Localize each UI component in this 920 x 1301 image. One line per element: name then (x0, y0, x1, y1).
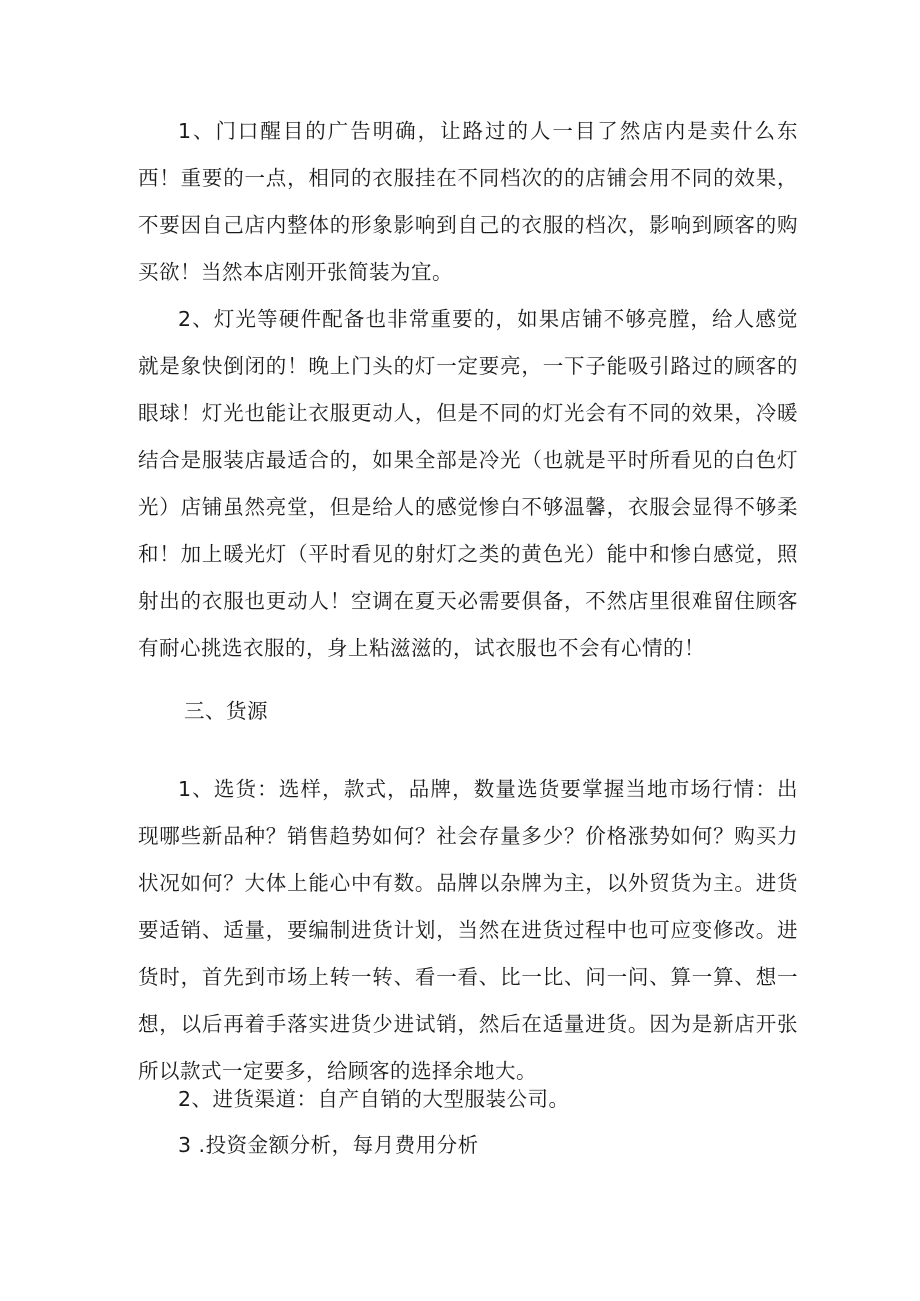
paragraph-lighting: 2、灯光等硬件配备也非常重要的，如果店铺不够亮膛，给人感觉就是象快倒闭的！晚上门头的灯一定要亮，一下子能吸引路过的顾客的眼球！灯光也能让衣服更动人，但是不同的灯光会有不同的效果，冷暖结合是服装店最适合的，如果全部是冷光（也就是平时所看见的白色灯光）店铺虽然亮堂，但是给人的感觉惨白不够温馨，衣服会显得不够柔和！加上暖光灯（平时看见的射灯之类的黄色光）能中和惨白感觉，照射出的衣服也更动人！空调在夏天必需要俱备，不然店里很难留住顾客有耐心挑选衣服的，身上粘滋滋的，试衣服也不会有心情的！ (138, 307, 798, 660)
paragraph-investment-analysis: 3 .投资金额分析，每月费用分析 (178, 1133, 479, 1157)
paragraph-purchase-channel: 2、进货渠道：自产自销的大型服装公司。 (178, 1087, 570, 1111)
paragraph-storefront-signage: 1、门口醒目的广告明确，让路过的人一目了然店内是卖什么东西！重要的一点，相同的衣服挂在不同档次的的店铺会用不同的效果，不要因自己店内整体的形象影响到自己的衣服的档次，影响到顾客的购买欲！当然本店刚开张简装为宜。 (138, 119, 798, 284)
section-heading-sourcing: 三、货源 (184, 699, 268, 723)
paragraph-product-selection: 1、选货：选样，款式，品牌，数量选货要掌握当地市场行情：出现哪些新品种？销售趋势如何？社会存量多少？价格涨势如何？购买力状况如何？大体上能心中有数。品牌以杂牌为主，以外贸货为主。进货要适销、适量，要编制进货计划，当然在进货过程中也可应变修改。进货时，首先到市场上转一转、看一看、比一比、问一问、算一算、想一想，以后再着手落实进货少进试销，然后在适量进货。因为是新店开张所以款式一定要多，给顾客的选择余地大。 (138, 777, 798, 1083)
